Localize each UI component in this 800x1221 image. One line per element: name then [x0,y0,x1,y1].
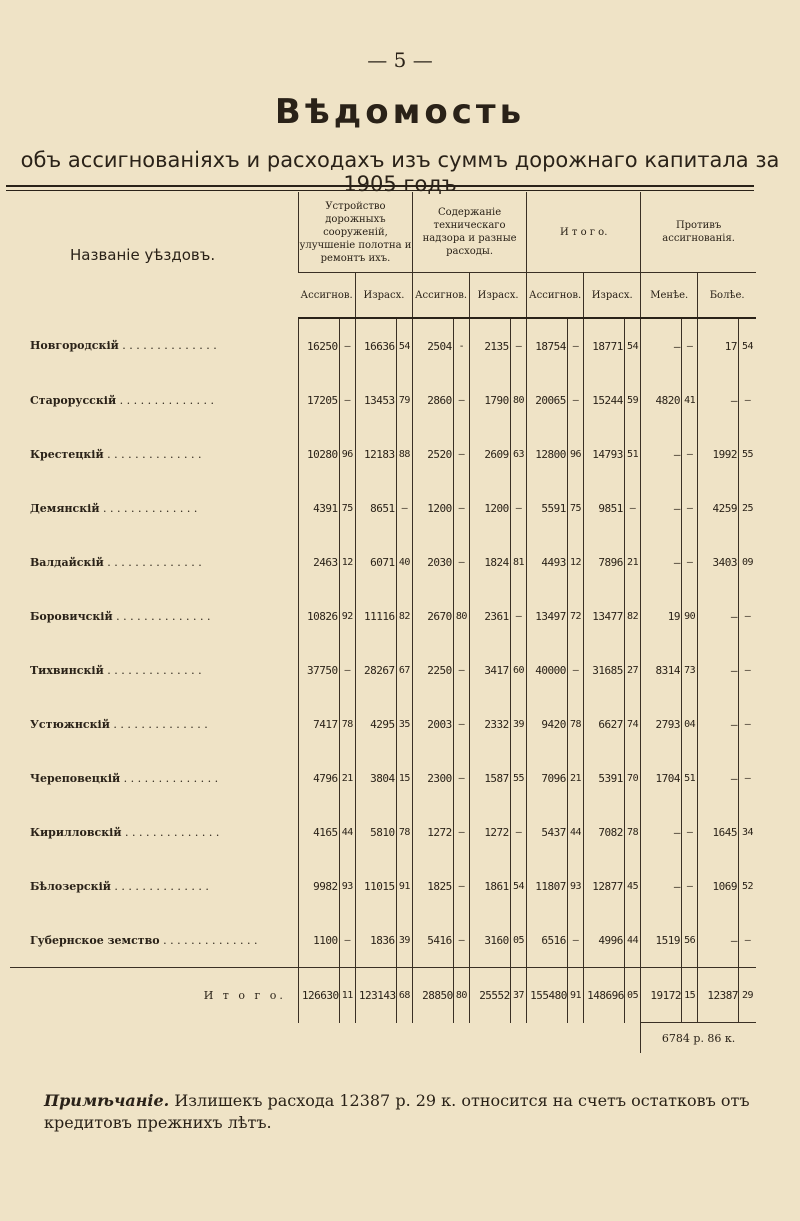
cell-kopecks: — [739,913,756,968]
cell-kopecks: 92 [339,589,355,643]
cell-kopecks: — [339,318,355,373]
total-cell-rubles: 19172 [641,968,682,1023]
cell-kopecks: — [739,751,756,805]
cell-rubles: 2504 [413,318,454,373]
cell-rubles: 37750 [298,643,339,697]
district-label: Бѣлозерскій [30,879,111,893]
cell-kopecks: — [739,589,756,643]
cell-rubles: 6516 [527,913,568,968]
total-cell-kopecks: 91 [567,968,583,1023]
cell-kopecks: 63 [510,427,526,481]
cell-rubles: 4165 [298,805,339,859]
cell-rubles: 2609 [470,427,511,481]
subheader-cell: Израсх. [470,273,527,319]
cell-kopecks: — [510,318,526,373]
cell-rubles: — [698,697,739,751]
cell-kopecks: — [453,481,469,535]
total-cell-rubles: 123143 [355,968,396,1023]
top-rule-thin [6,190,754,191]
cell-kopecks: 21 [567,751,583,805]
total-cell-rubles: 155480 [527,968,568,1023]
leader-dots: . . . . . . . . . . . . . . [99,501,198,515]
cell-rubles: 13453 [355,373,396,427]
expenditure-table [10,192,756,1053]
cell-kopecks: — [339,913,355,968]
cell-kopecks: 54 [510,859,526,913]
cell-kopecks: 44 [339,805,355,859]
cell-rubles: 6071 [355,535,396,589]
cell-rubles: 10280 [298,427,339,481]
district-name [10,913,298,968]
cell-rubles: — [698,751,739,805]
district-name [10,481,298,535]
cell-rubles: 11116 [355,589,396,643]
cell-kopecks: 21 [624,535,640,589]
cell-kopecks: 34 [739,805,756,859]
table-row [10,859,756,913]
cell-rubles: 1272 [470,805,511,859]
subheader-cell: Ассигнов. [298,273,355,319]
cell-rubles: 13477 [584,589,625,643]
cell-kopecks: — [567,373,583,427]
cell-kopecks: — [453,751,469,805]
cell-kopecks: — [453,913,469,968]
cell-rubles: 9851 [584,481,625,535]
cell-kopecks: 91 [396,859,412,913]
cell-kopecks: — [510,805,526,859]
cell-rubles: — [641,427,682,481]
cell-rubles: 17205 [298,373,339,427]
leader-dots: . . . . . . . . . . . . . . [120,771,219,785]
header-group-vs-allocation: Противъ ассигнованія. [641,192,756,273]
cell-kopecks: 93 [339,859,355,913]
cell-rubles: 16250 [298,318,339,373]
cell-rubles: 17 [698,318,739,373]
cell-rubles: 1992 [698,427,739,481]
cell-kopecks: — [681,481,697,535]
cell-kopecks: 41 [681,373,697,427]
cell-kopecks: 39 [396,913,412,968]
cell-kopecks: 80 [453,589,469,643]
cell-rubles: 5391 [584,751,625,805]
cell-kopecks: 51 [681,751,697,805]
cell-kopecks: — [453,805,469,859]
subheader-cell: Ассигнов. [527,273,584,319]
document-subtitle: объ ассигнованіяхъ и расходахъ изъ суммъ дорожнаго капитала за 1905 годъ [20,148,780,196]
table-row [10,805,756,859]
cell-kopecks: — [567,318,583,373]
table-row [10,427,756,481]
cell-kopecks: 05 [510,913,526,968]
district-label: Кирилловскій [30,825,122,839]
cell-kopecks: — [453,697,469,751]
cell-kopecks: — [453,643,469,697]
cell-rubles: 4996 [584,913,625,968]
district-name [10,535,298,589]
cell-rubles: 14793 [584,427,625,481]
cell-kopecks: — [453,535,469,589]
district-label: Устюжнскій [30,717,110,731]
table-row [10,318,756,373]
cell-rubles: 7082 [584,805,625,859]
cell-kopecks: — [681,805,697,859]
balance-row [10,1023,756,1054]
cell-rubles: 11015 [355,859,396,913]
total-cell-kopecks: 80 [453,968,469,1023]
cell-kopecks: — [681,427,697,481]
cell-rubles: 3403 [698,535,739,589]
cell-kopecks: — [681,318,697,373]
cell-rubles: — [698,643,739,697]
subheader-cell: Ассигнов. [413,273,470,319]
cell-kopecks: 44 [624,913,640,968]
district-name [10,643,298,697]
cell-kopecks: 73 [681,643,697,697]
leader-dots: . . . . . . . . . . . . . . [159,933,258,947]
total-cell-rubles: 25552 [470,968,511,1023]
leader-dots: . . . . . . . . . . . . . . [116,393,215,407]
table-row [10,589,756,643]
table-row [10,643,756,697]
district-name [10,859,298,913]
cell-rubles: 12877 [584,859,625,913]
cell-kopecks: 45 [624,859,640,913]
total-cell-kopecks: 05 [624,968,640,1023]
cell-kopecks: 09 [739,535,756,589]
district-label: Новгородскій [30,339,119,352]
cell-kopecks: 12 [567,535,583,589]
cell-rubles: — [641,535,682,589]
cell-kopecks: 60 [510,643,526,697]
cell-kopecks: 52 [739,859,756,913]
cell-kopecks: — [510,481,526,535]
cell-kopecks: 96 [339,427,355,481]
cell-rubles: 5591 [527,481,568,535]
cell-rubles: 1069 [698,859,739,913]
cell-kopecks: — [453,859,469,913]
cell-rubles: 12183 [355,427,396,481]
cell-rubles: 7096 [527,751,568,805]
cell-kopecks: 44 [567,805,583,859]
total-cell-kopecks: 11 [339,968,355,1023]
cell-rubles: — [698,373,739,427]
cell-rubles: 7896 [584,535,625,589]
header-group-construction: Устройство дорожныхъ сооруженій, улучшеніе полотна и ремонтъ ихъ. [298,192,412,273]
cell-kopecks: — [681,535,697,589]
cell-kopecks: 96 [567,427,583,481]
table-row [10,697,756,751]
cell-rubles: 5416 [413,913,454,968]
cell-kopecks: 25 [739,481,756,535]
cell-rubles: 5810 [355,805,396,859]
cell-rubles: 5437 [527,805,568,859]
district-label: Череповецкій [30,771,121,785]
cell-rubles: 3417 [470,643,511,697]
table-body [10,318,756,968]
subheader-cell: Израсх. [355,273,412,319]
cell-kopecks: 70 [624,751,640,805]
district-name [10,427,298,481]
cell-rubles: 20065 [527,373,568,427]
table-row [10,481,756,535]
cell-rubles: 6627 [584,697,625,751]
leader-dots: . . . . . . . . . . . . . . [103,447,202,461]
cell-rubles: 1861 [470,859,511,913]
cell-rubles: 1836 [355,913,396,968]
cell-kopecks: — [339,373,355,427]
cell-rubles: 11807 [527,859,568,913]
cell-rubles: 1645 [698,805,739,859]
cell-rubles: 1272 [413,805,454,859]
total-cell-kopecks: 29 [739,968,756,1023]
total-cell-rubles: 126630 [298,968,339,1023]
district-label: Губернское земство [30,933,160,947]
top-rule [6,185,754,187]
cell-kopecks: 78 [396,805,412,859]
cell-rubles: 2300 [413,751,454,805]
cell-kopecks: 74 [624,697,640,751]
footnote-text: Излишекъ расхода 12387 р. 29 к. относится на счетъ остатковъ отъ кредитовъ прежнихъ лѣтъ. [44,1091,750,1132]
footnote [44,1090,764,1134]
cell-rubles: 10826 [298,589,339,643]
cell-kopecks: 59 [624,373,640,427]
cell-rubles: 12800 [527,427,568,481]
cell-kopecks: 75 [567,481,583,535]
district-label: Демянскій [30,501,100,515]
cell-kopecks: 75 [339,481,355,535]
district-label: Крестецкій [30,447,104,461]
cell-kopecks: 80 [510,373,526,427]
cell-kopecks: — [739,643,756,697]
cell-kopecks: 93 [567,859,583,913]
leader-dots: . . . . . . . . . . . . . . [112,609,211,623]
cell-kopecks: 04 [681,697,697,751]
cell-kopecks: 54 [739,318,756,373]
leader-dots: . . . . . . . . . . . . . . [109,717,208,731]
cell-kopecks: 27 [624,643,640,697]
cell-kopecks: 82 [396,589,412,643]
cell-kopecks: 56 [681,913,697,968]
cell-rubles: 1100 [298,913,339,968]
cell-rubles: 31685 [584,643,625,697]
cell-kopecks: - [453,318,469,373]
leader-dots: . . . . . . . . . . . . . . [103,663,202,677]
cell-kopecks: 35 [396,697,412,751]
cell-rubles: — [641,859,682,913]
cell-kopecks: — [453,427,469,481]
cell-rubles: — [698,589,739,643]
total-cell-rubles: 28850 [413,968,454,1023]
cell-rubles: 28267 [355,643,396,697]
cell-rubles: 3160 [470,913,511,968]
cell-rubles: 2135 [470,318,511,373]
cell-kopecks: — [567,913,583,968]
leader-dots: . . . . . . . . . . . . . . [121,825,220,839]
leader-dots: . . . . . . . . . . . . . . [103,555,202,569]
cell-rubles: 2670 [413,589,454,643]
table-row [10,373,756,427]
district-label: Тихвинскій [30,663,104,677]
cell-rubles: 9420 [527,697,568,751]
subheader-cell: Менѣе. [641,273,698,319]
cell-rubles: 3804 [355,751,396,805]
cell-rubles: 2250 [413,643,454,697]
cell-kopecks: — [681,859,697,913]
subheader-cell: Израсх. [584,273,641,319]
district-name [10,805,298,859]
cell-kopecks: 81 [510,535,526,589]
district-label: Старорусскій [30,393,117,407]
leader-dots: . . . . . . . . . . . . . . [118,339,217,352]
header-group-total: И т о г о. [527,192,641,273]
cell-rubles: 4493 [527,535,568,589]
district-name [10,373,298,427]
district-name [10,589,298,643]
district-name [10,318,298,373]
cell-kopecks: 79 [396,373,412,427]
leader-dots: . . . . . . . . . . . . . . [110,879,209,893]
cell-rubles: 18771 [584,318,625,373]
table-row [10,751,756,805]
cell-kopecks: 82 [624,589,640,643]
cell-kopecks: — [739,697,756,751]
cell-rubles: 8651 [355,481,396,535]
cell-rubles: 2030 [413,535,454,589]
table-row [10,535,756,589]
cell-kopecks: 15 [396,751,412,805]
cell-rubles: 1824 [470,535,511,589]
subheader-cell: Болѣе. [698,273,756,319]
cell-rubles: 13497 [527,589,568,643]
cell-rubles: 1200 [470,481,511,535]
cell-rubles: 1587 [470,751,511,805]
cell-rubles: 2332 [470,697,511,751]
cell-kopecks: — [396,481,412,535]
cell-kopecks: 88 [396,427,412,481]
total-label: И т о г о. [10,968,298,1023]
cell-rubles: — [641,805,682,859]
cell-rubles: 2003 [413,697,454,751]
cell-kopecks: 78 [624,805,640,859]
table-row [10,913,756,968]
district-label: Боровичскій [30,609,113,623]
document-title: Вѣдомость [274,92,526,132]
total-cell-kopecks: 68 [396,968,412,1023]
cell-kopecks: — [739,373,756,427]
cell-rubles: 2361 [470,589,511,643]
cell-kopecks: — [339,643,355,697]
cell-kopecks: 51 [624,427,640,481]
header-group-maintenance: Содержаніе техническаго надзора и разные расходы. [413,192,527,273]
cell-rubles: — [698,913,739,968]
cell-kopecks: 90 [681,589,697,643]
cell-kopecks: 54 [624,318,640,373]
cell-kopecks: 54 [396,318,412,373]
cell-kopecks: 39 [510,697,526,751]
cell-rubles: — [641,481,682,535]
cell-kopecks: 55 [510,751,526,805]
cell-rubles: 9982 [298,859,339,913]
cell-rubles: 16636 [355,318,396,373]
cell-kopecks: 40 [396,535,412,589]
cell-kopecks: 78 [567,697,583,751]
cell-kopecks: 55 [739,427,756,481]
cell-kopecks: — [453,373,469,427]
district-name [10,751,298,805]
cell-rubles: 1825 [413,859,454,913]
total-cell-kopecks: 15 [681,968,697,1023]
cell-kopecks: — [567,643,583,697]
total-cell-rubles: 148696 [584,968,625,1023]
cell-rubles: 7417 [298,697,339,751]
cell-rubles: — [641,318,682,373]
footnote-label: Примѣчаніе. [44,1091,170,1110]
district-label: Валдайскій [30,555,104,569]
page-number: — 5 — [367,48,433,72]
header-name-column: Названіе уѣздовъ. [70,246,216,264]
total-row [10,968,756,1023]
cell-rubles: 2860 [413,373,454,427]
cell-kopecks: 21 [339,751,355,805]
cell-rubles: 15244 [584,373,625,427]
cell-rubles: 2463 [298,535,339,589]
cell-rubles: 40000 [527,643,568,697]
cell-rubles: 4391 [298,481,339,535]
cell-rubles: 1704 [641,751,682,805]
cell-rubles: 19 [641,589,682,643]
cell-rubles: 4820 [641,373,682,427]
cell-rubles: 18754 [527,318,568,373]
cell-kopecks: 67 [396,643,412,697]
total-cell-kopecks: 37 [510,968,526,1023]
cell-rubles: 2520 [413,427,454,481]
district-name [10,697,298,751]
cell-kopecks: 72 [567,589,583,643]
cell-rubles: 4259 [698,481,739,535]
cell-kopecks: — [510,589,526,643]
cell-rubles: 4295 [355,697,396,751]
balance-difference: 6784 р. 86 к. [641,1023,756,1054]
total-cell-rubles: 12387 [698,968,739,1023]
cell-rubles: 4796 [298,751,339,805]
cell-rubles: 2793 [641,697,682,751]
cell-kopecks: 12 [339,535,355,589]
cell-rubles: 8314 [641,643,682,697]
cell-rubles: 1200 [413,481,454,535]
cell-rubles: 1790 [470,373,511,427]
cell-kopecks: — [624,481,640,535]
cell-rubles: 1519 [641,913,682,968]
cell-kopecks: 78 [339,697,355,751]
